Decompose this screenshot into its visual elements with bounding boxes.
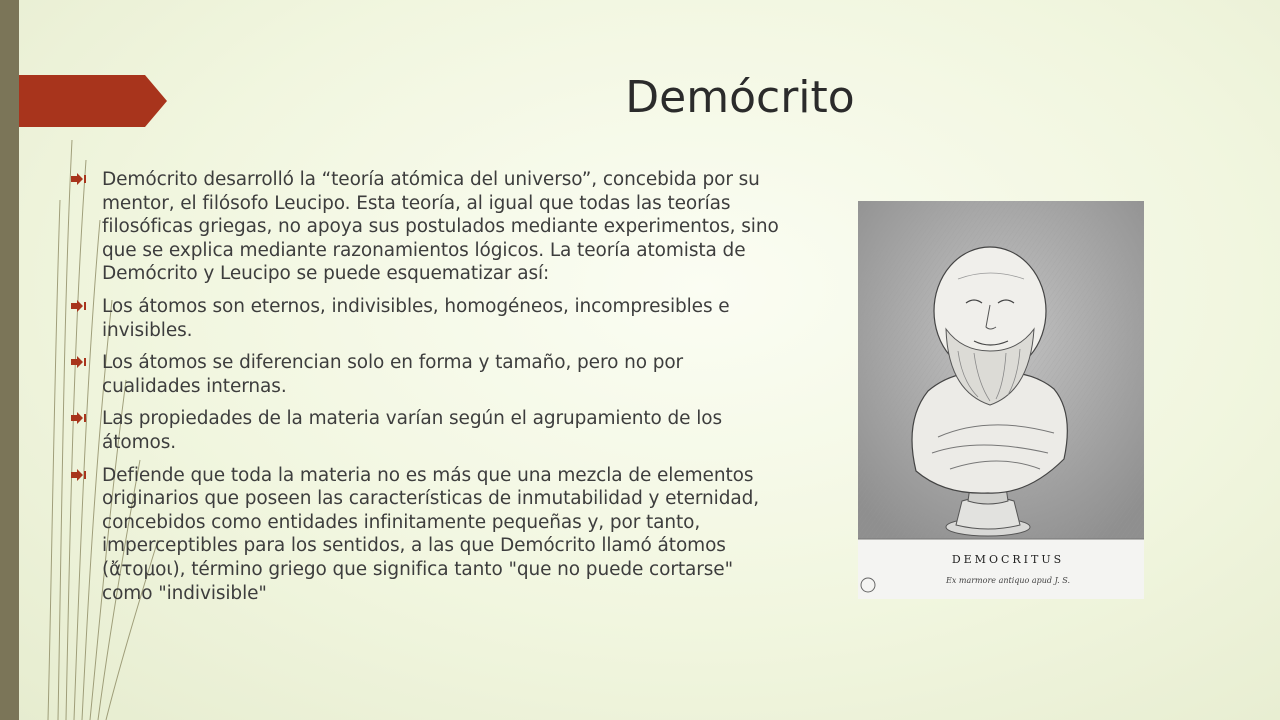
bullet-text: Defiende que toda la materia no es más que una mezcla de elementos originarios que poseen las características de inmutabilidad y eternidad, concebidos como entidades infinitamente pequeñas y, por tanto, imperceptibles para los sentidos, a las que Demócrito llamó átomos (ἄτομοι), término griego que significa tanto "que no puede cortarse" como "indivisible" [102,464,760,604]
portrait-caption: DEMOCRITUS [951,553,1065,566]
bullet-item [70,351,785,398]
bullet-text: Las propiedades de la materia varían según el agrupamiento de los átomos. [102,408,723,453]
bullet-item [70,464,785,606]
bullet-item [70,168,785,286]
bullet-text: Demócrito desarrolló la “teoría atómica del universo”, concebida por su mentor, el filósofo Leucipo. Esta teoría, al igual que todas las teorías filosóficas griegas, no apoya sus postulados mediante experimentos, sino que se explica mediante razonamientos lógicos. La teoría atomista de Demócrito y Leucipo se puede esquematizar así: [102,169,779,285]
bullet-marker-icon [70,295,102,342]
bullet-text: Los átomos se diferencian solo en forma y tamaño, pero no por cualidades internas. [102,352,684,397]
bullet-marker-icon [70,464,102,606]
portrait-subcaption: Ex marmore antiquo apud J. S. [945,576,1071,585]
bullet-item [70,295,785,342]
bullet-item [70,407,785,454]
title-accent-banner [19,75,169,127]
bullet-marker-icon [70,351,102,398]
bullet-marker-icon [70,407,102,454]
slide-title: Demócrito [625,72,855,123]
bullet-list [70,168,785,614]
democritus-portrait [858,201,1144,599]
bullet-text: Los átomos son eternos, indivisibles, homogéneos, incompresibles e invisibles. [102,295,730,341]
bullet-marker-icon [70,168,102,286]
